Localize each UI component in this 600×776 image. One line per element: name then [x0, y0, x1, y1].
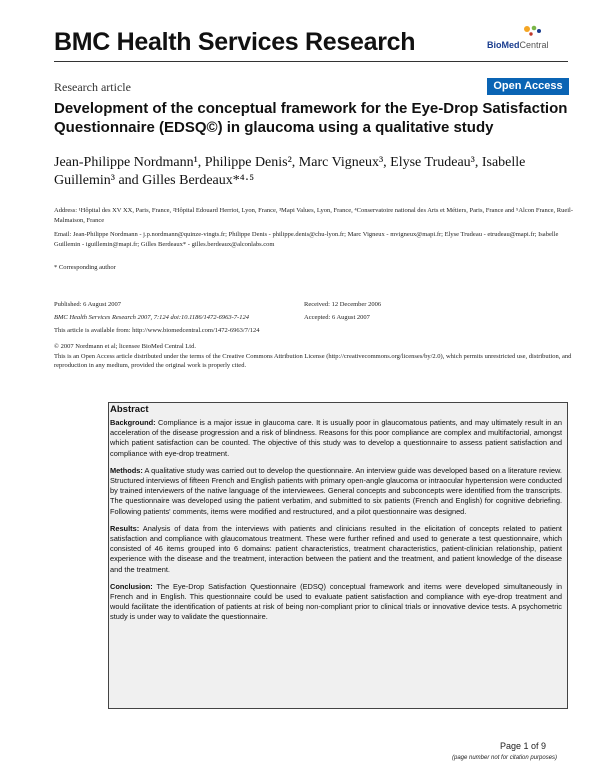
abstract-heading: Abstract	[110, 404, 149, 415]
availability-link[interactable]: This article is available from: http://www.biomedcentral.com/1472-6963/7/124	[54, 327, 260, 334]
biomed-central-logo[interactable]	[487, 24, 567, 54]
results-label: Results:	[110, 523, 140, 533]
abstract-conclusion	[110, 582, 562, 623]
citation: BMC Health Services Research 2007, 7:124 doi:10.1186/1472-6963-7-124	[54, 314, 249, 321]
copyright-line: © 2007 Nordmann et al; licensee BioMed Central Ltd.	[54, 343, 196, 350]
author-list: Jean-Philippe Nordmann¹, Philippe Denis², Marc Vigneux³, Elyse Trudeau³, Isabelle Guillemin³ and Gilles Berdeaux*⁴·⁵	[54, 155, 526, 188]
published-date: Published: 6 August 2007	[54, 301, 121, 308]
accepted-date: Accepted: 6 August 2007	[304, 314, 370, 321]
background-label: Background:	[110, 418, 156, 427]
conclusion-text: The Eye-Drop Satisfaction Questionnaire (EDSQ) conceptual framework and items were developed simultaneously in French and in English. This questionnaire could be used to evaluate patient satisfaction and compliance with eye-drop treatment and would facilitate the identification of patients at risk of being non-compliant prior to clinical trials or innovative device tests. A psychometric study is under way to validate the questionnaire.	[110, 581, 562, 622]
author-emails: Email: Jean-Philippe Nordmann - j.p.nordmann@quinze-vingts.fr; Philippe Denis - philippe.denis@chu-lyon.fr; Marc Vigneux - mvigneux@mapi.fr; Elyse Trudeau - etrudeau@mapi.fr; Isabelle Guillemin - iguillemin@mapi.fr; Gilles Berdeaux* - gilles.berdeaux@alconlabs.com	[54, 231, 559, 248]
abstract-background	[110, 418, 562, 459]
abstract-body	[110, 418, 562, 630]
author-address: Address: ¹Hôpital des XV XX, Paris, France, ²Hôpital Edouard Herriot, Lyon, France, ³Mapi Values, Lyon, France, ⁴Conservatoire national des Arts et Métiers, Paris, France and ⁵Alcon France, Rueil-Malmaison, France	[54, 207, 574, 224]
methods-label: Methods:	[110, 465, 143, 475]
biomed-logo-icon	[517, 24, 547, 40]
results-text: Analysis of data from the interviews with patients and clinicians resulted in the elicitation of concepts related to patient satisfaction and compliance with glaucomatous treatment. These were further refined and used to generate a test questionnaire, which consisted of 46 items grouped into 6 domains: patient characteristics, treatment characteristics, patient-clinician relationship, patient experience with the disease and the treatment, interaction between the patient and the treatment, and patient knowledge of the disease and the treatment.	[110, 523, 562, 574]
license-block	[54, 342, 574, 371]
page-number: Page 1 of 9	[500, 741, 547, 751]
conclusion-label: Conclusion:	[110, 581, 153, 591]
publisher-central: Central	[519, 40, 549, 50]
journal-title: BMC Health Services Research	[54, 28, 416, 56]
abstract-methods	[110, 466, 562, 517]
header-rule	[54, 61, 568, 62]
corresponding-author-note: * Corresponding author	[54, 264, 116, 271]
publication-info	[54, 300, 314, 339]
page-number-note: (page number not for citation purposes)	[452, 755, 558, 761]
open-access-badge: Open Access	[487, 78, 569, 95]
received-date: Received: 12 December 2006	[304, 301, 382, 308]
methods-text: A qualitative study was carried out to develop the questionnaire. An interview guide was developed based on a literature review. Structured interviews of fifteen French and English patients with primary open-angle glaucoma or intraocular hypertension were conducted by trained interviewers of the native language of the interviewees. General concepts and subconcepts were identified from the transcripts. The questionnaire was developed using the patient verbatim, and submitted to six patients (French and English) for cognitive debriefing. Following patients' comments, items were modified and restructured, and a pilot questionnaire was designed.	[110, 465, 562, 516]
license-text: This is an Open Access article distributed under the terms of the Creative Commons Attribution License (http://creativecommons.org/licenses/by/2.0), which permits unrestricted use, distribution, and reproduction in any medium, provided the original work is properly cited.	[54, 352, 572, 369]
article-type: Research article	[54, 80, 131, 94]
abstract-results	[110, 524, 562, 575]
article-title: Development of the conceptual framework for the Eye-Drop Satisfaction Questionnaire (EDSQ©) in glaucoma using a qualitative study	[54, 100, 568, 136]
publisher-bio: BioMed	[487, 40, 520, 50]
history-info	[304, 300, 504, 323]
background-text: Compliance is a major issue in glaucoma care. It is usually poor in glaucomatous patients, and may ultimately result in an acceleration of the disease progression and a risk of blindness. Reasons for this poor compliance are complex and multifactorial, amongst which patient satisfaction can be counted. The objective of this study was to develop a questionnaire to assess patient satisfaction and compliance with eye-drop treatment.	[110, 418, 562, 458]
